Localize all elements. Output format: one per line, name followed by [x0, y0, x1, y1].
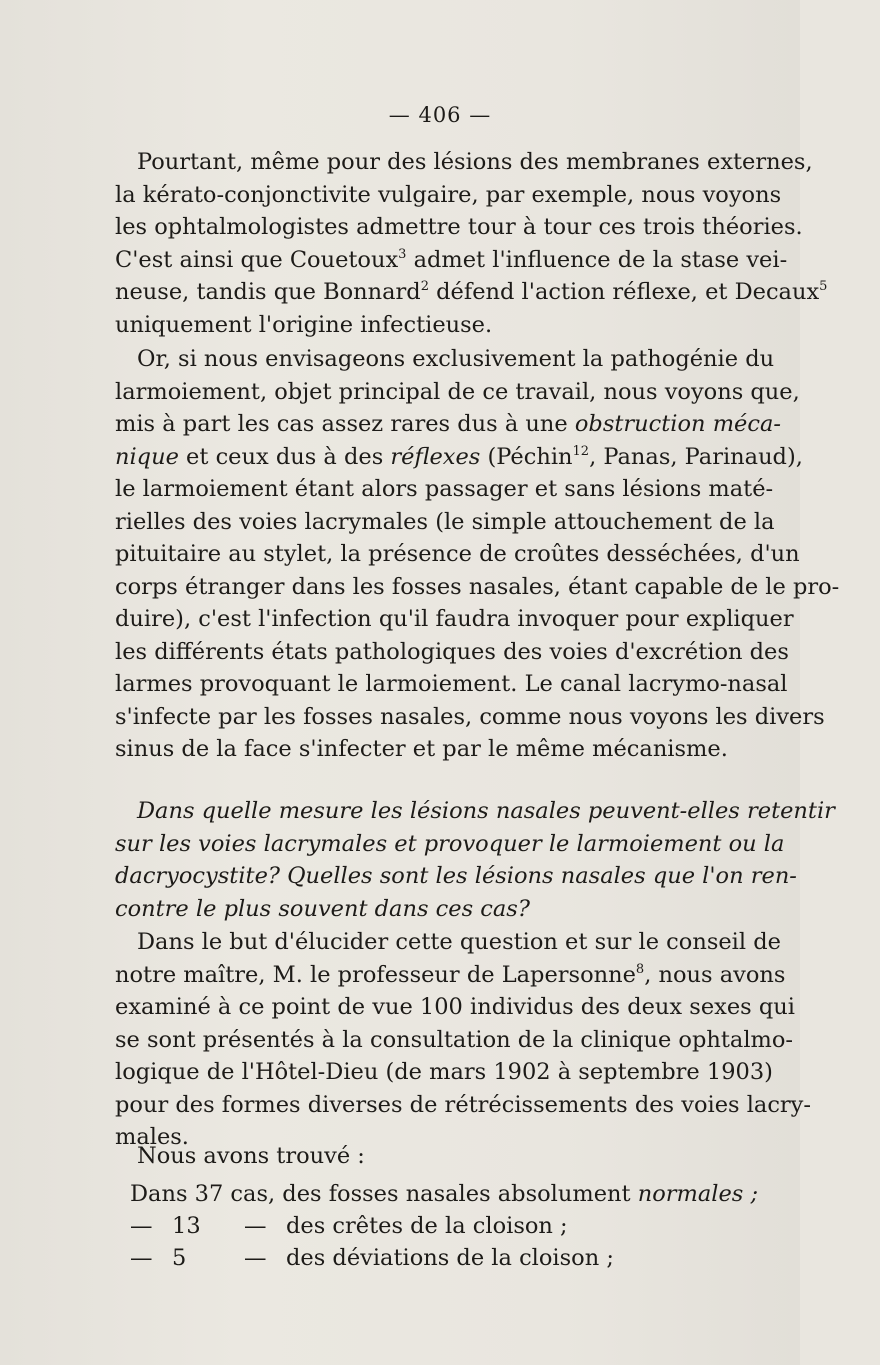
text-line: larmes provoquant le larmoiement. Le canal lacrymo-nasal: [115, 671, 788, 697]
text-line: dacryocystite? Quelles sont les lésions nasales que l'on ren-: [115, 863, 797, 889]
text-line: se sont présentés à la consultation de la clinique ophtalmo-: [115, 1026, 794, 1053]
paragraph-4: [115, 926, 811, 1154]
text-line: s'infecte par les fosses nasales, comme nous voyons les divers: [115, 703, 825, 730]
text-line: rielles des voies lacrymales (le simple attouchement de la: [115, 508, 775, 535]
text-line: notre maître, M. le professeur de Lapersonne$^8$, nous avons: [115, 961, 786, 988]
text-line: examiné à ce point de vue 100 individus des deux sexes qui: [115, 994, 795, 1020]
footnote-ref: 2: [420, 279, 429, 294]
text-line: pituitaire au stylet, la présence de croûtes desséchées, d'un: [115, 541, 800, 567]
footnote-ref: 12: [572, 443, 590, 459]
paragraph-1: [115, 146, 828, 341]
text-line: mis à part les cas assez rares dus à une obstruction méca-: [115, 411, 781, 437]
text-line: neuse, tandis que Bonnard$^2$ défend l'action réflexe, et Decaux$^5$: [115, 279, 828, 305]
footnote-ref: 8: [635, 961, 645, 977]
paragraph-2: [115, 343, 840, 766]
footnote-ref: 3: [398, 246, 407, 262]
found-intro: Nous avons trouvé :: [137, 1143, 365, 1169]
text-line: C'est ainsi que Couetoux$^3$ admet l'influence de la stase vei-: [115, 246, 788, 273]
text-line: Dans quelle mesure les lésions nasales peuvent-elles retentir: [137, 798, 835, 824]
text-line: logique de l'Hôtel-Dieu (de mars 1902 à septembre 1903): [115, 1059, 773, 1085]
page-number: — 406 —: [388, 103, 492, 127]
text-line: nique et ceux dus à des réflexes (Péchin$^{12}$, Panas, Parinaud),: [115, 443, 803, 470]
text-line: le larmoiement étant alors passager et sans lésions maté-: [115, 476, 774, 502]
text-line: males.: [115, 1124, 189, 1150]
text-line: sinus de la face s'infecter et par le même mécanisme.: [115, 736, 728, 762]
text-line: pour des formes diverses de rétrécissements des voies lacry-: [115, 1091, 811, 1118]
text-line: larmoiement, objet principal de ce travail, nous voyons que,: [115, 378, 800, 405]
findings-list: [130, 1178, 758, 1274]
text-line: sur les voies lacrymales et provoquer le larmoiement ou la: [115, 830, 785, 857]
text-line: les différents états pathologiques des voies d'excrétion des: [115, 638, 789, 665]
list-item: — 13 — des crêtes de la cloison ;: [130, 1213, 568, 1239]
list-item: Dans 37 cas, des fosses nasales absolument normales ;: [130, 1181, 759, 1207]
list-item: — 5 — des déviations de la cloison ;: [130, 1245, 614, 1271]
footnote-ref: 5: [819, 279, 828, 294]
text-line: duire), c'est l'infection qu'il faudra invoquer pour expliquer: [115, 606, 794, 632]
text-line: Pourtant, même pour des lésions des membranes externes,: [137, 149, 813, 175]
text-line: la kérato-conjonctivite vulgaire, par exemple, nous voyons: [115, 181, 782, 208]
text-line: corps étranger dans les fosses nasales, étant capable de le pro-: [115, 573, 840, 600]
text-line: les ophtalmologistes admettre tour à tour ces trois théories.: [115, 214, 803, 240]
text-line: Dans le but d'élucider cette question et sur le conseil de: [137, 929, 781, 955]
text-line: Or, si nous envisageons exclusivement la pathogénie du: [137, 346, 775, 372]
paragraph-3-question: [115, 795, 835, 925]
text-line: uniquement l'origine infectieuse.: [115, 311, 493, 338]
text-line: contre le plus souvent dans ces cas?: [115, 895, 530, 922]
